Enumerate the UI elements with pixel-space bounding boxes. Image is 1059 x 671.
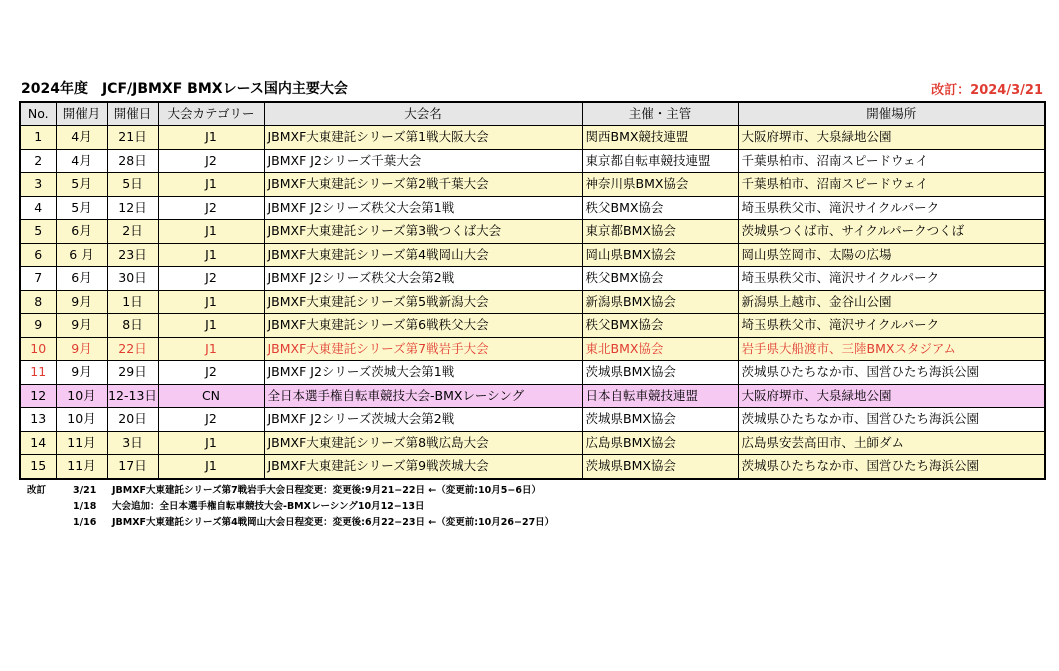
- cell-host: 東京都BMX協会: [582, 220, 738, 244]
- table-row: [20, 267, 1045, 291]
- schedule-table: [19, 101, 1046, 480]
- cell-month: 9月: [56, 337, 107, 361]
- table-row: [20, 149, 1045, 173]
- cell-event-name: JBMXF J2シリーズ秩父大会第2戦: [264, 267, 582, 291]
- cell-category: J1: [158, 337, 264, 361]
- cell-venue: 茨城県ひたちなか市、国営ひたち海浜公園: [738, 455, 1045, 479]
- cell-day: 30日: [107, 267, 158, 291]
- cell-venue: 茨城県つくば市、サイクルパークつくば: [738, 220, 1045, 244]
- col-header-event-name: 大会名: [264, 102, 582, 126]
- cell-day: 1日: [107, 290, 158, 314]
- cell-venue: 埼玉県秩父市、滝沢サイクルパーク: [738, 314, 1045, 338]
- cell-day: 29日: [107, 361, 158, 385]
- cell-host: 東北BMX協会: [582, 337, 738, 361]
- cell-day: 8日: [107, 314, 158, 338]
- cell-venue: 茨城県ひたちなか市、国営ひたち海浜公園: [738, 408, 1045, 432]
- table-row: [20, 290, 1045, 314]
- cell-host: 秩父BMX協会: [582, 196, 738, 220]
- col-header-category: 大会カテゴリー: [158, 102, 264, 126]
- table-row: [20, 126, 1045, 150]
- revision-note-date: 3/21: [73, 485, 97, 496]
- cell-venue: 大阪府堺市、大泉緑地公園: [738, 384, 1045, 408]
- cell-host: 広島県BMX協会: [582, 431, 738, 455]
- table-row: [20, 384, 1045, 408]
- cell-host: 岡山県BMX協会: [582, 243, 738, 267]
- cell-category: J1: [158, 220, 264, 244]
- cell-venue: 新潟県上越市、金谷山公園: [738, 290, 1045, 314]
- table-row: [20, 220, 1045, 244]
- cell-venue: 岩手県大船渡市、三陸BMXスタジアム: [738, 337, 1045, 361]
- col-header-venue: 開催場所: [738, 102, 1045, 126]
- revision-notes-label: 改訂: [27, 485, 47, 496]
- cell-day: 17日: [107, 455, 158, 479]
- cell-event-name: JBMXF大東建託シリーズ第8戦広島大会: [264, 431, 582, 455]
- cell-day: 23日: [107, 243, 158, 267]
- cell-event-name: JBMXF大東建託シリーズ第7戦岩手大会: [264, 337, 582, 361]
- cell-host: 秩父BMX協会: [582, 267, 738, 291]
- cell-category: CN: [158, 384, 264, 408]
- table-row: [20, 337, 1045, 361]
- cell-host: 日本自転車競技連盟: [582, 384, 738, 408]
- cell-host: 茨城県BMX協会: [582, 408, 738, 432]
- cell-event-name: JBMXF J2シリーズ茨城大会第2戦: [264, 408, 582, 432]
- table-row: [20, 431, 1045, 455]
- table-row: [20, 196, 1045, 220]
- cell-category: J2: [158, 408, 264, 432]
- cell-day: 3日: [107, 431, 158, 455]
- cell-event-name: JBMXF J2シリーズ千葉大会: [264, 149, 582, 173]
- cell-category: J2: [158, 361, 264, 385]
- cell-event-name: JBMXF大東建託シリーズ第4戦岡山大会: [264, 243, 582, 267]
- cell-event-name: JBMXF大東建託シリーズ第1戦大阪大会: [264, 126, 582, 150]
- cell-category: J1: [158, 173, 264, 197]
- table-row: [20, 361, 1045, 385]
- cell-day: 12-13日: [107, 384, 158, 408]
- cell-month: 10月: [56, 408, 107, 432]
- cell-month: 11月: [56, 455, 107, 479]
- cell-month: 4月: [56, 149, 107, 173]
- cell-no: 15: [20, 455, 56, 479]
- cell-event-name: JBMXF大東建託シリーズ第2戦千葉大会: [264, 173, 582, 197]
- cell-category: J2: [158, 149, 264, 173]
- cell-no: 9: [20, 314, 56, 338]
- table-row: [20, 173, 1045, 197]
- cell-venue: 大阪府堺市、大泉緑地公園: [738, 126, 1045, 150]
- cell-day: 2日: [107, 220, 158, 244]
- cell-event-name: JBMXF J2シリーズ秩父大会第1戦: [264, 196, 582, 220]
- cell-no: 6: [20, 243, 56, 267]
- col-header-month: 開催月: [56, 102, 107, 126]
- cell-venue: 岡山県笠岡市、太陽の広場: [738, 243, 1045, 267]
- cell-day: 12日: [107, 196, 158, 220]
- cell-no: 2: [20, 149, 56, 173]
- cell-month: 9月: [56, 290, 107, 314]
- cell-no: 7: [20, 267, 56, 291]
- cell-category: J2: [158, 267, 264, 291]
- cell-host: 関西BMX競技連盟: [582, 126, 738, 150]
- cell-month: 5月: [56, 196, 107, 220]
- table-row: [20, 408, 1045, 432]
- cell-month: 6月: [56, 267, 107, 291]
- revision-note-text: JBMXF大東建託シリーズ第7戦岩手大会日程変更：変更後:9月21−22日 ←（変更前:10月5−6日）: [112, 485, 541, 496]
- cell-category: J1: [158, 455, 264, 479]
- cell-day: 28日: [107, 149, 158, 173]
- revision-note-text: JBMXF大東建託シリーズ第4戦岡山大会日程変更：変更後:6月22−23日 ←（変更前:10月26−27日）: [112, 517, 555, 528]
- cell-day: 20日: [107, 408, 158, 432]
- cell-month: 6 月: [56, 243, 107, 267]
- cell-event-name: JBMXF大東建託シリーズ第5戦新潟大会: [264, 290, 582, 314]
- cell-month: 11月: [56, 431, 107, 455]
- table-row: [20, 243, 1045, 267]
- cell-venue: 千葉県柏市、沼南スピードウェイ: [738, 149, 1045, 173]
- cell-venue: 埼玉県秩父市、滝沢サイクルパーク: [738, 267, 1045, 291]
- cell-no: 12: [20, 384, 56, 408]
- cell-no: 4: [20, 196, 56, 220]
- cell-no: 3: [20, 173, 56, 197]
- table-header-row: [20, 102, 1045, 126]
- cell-day: 22日: [107, 337, 158, 361]
- cell-venue: 千葉県柏市、沼南スピードウェイ: [738, 173, 1045, 197]
- cell-category: J2: [158, 196, 264, 220]
- cell-month: 9月: [56, 361, 107, 385]
- col-header-no: No.: [20, 102, 56, 126]
- cell-host: 茨城県BMX協会: [582, 455, 738, 479]
- cell-no: 10: [20, 337, 56, 361]
- cell-no: 14: [20, 431, 56, 455]
- cell-category: J1: [158, 243, 264, 267]
- cell-month: 9月: [56, 314, 107, 338]
- revision-date: 改訂：2024/3/21: [931, 83, 1043, 98]
- cell-host: 茨城県BMX協会: [582, 361, 738, 385]
- cell-category: J1: [158, 431, 264, 455]
- cell-month: 5月: [56, 173, 107, 197]
- table-row: [20, 314, 1045, 338]
- col-header-host: 主催・主管: [582, 102, 738, 126]
- cell-category: J1: [158, 126, 264, 150]
- cell-venue: 埼玉県秩父市、滝沢サイクルパーク: [738, 196, 1045, 220]
- revision-note-text: 大会追加：全日本選手権自転車競技大会-BMXレーシング10月12−13日: [112, 501, 425, 512]
- cell-month: 6月: [56, 220, 107, 244]
- cell-host: 秩父BMX協会: [582, 314, 738, 338]
- cell-month: 10月: [56, 384, 107, 408]
- cell-event-name: JBMXF J2シリーズ茨城大会第1戦: [264, 361, 582, 385]
- cell-no: 8: [20, 290, 56, 314]
- cell-no: 5: [20, 220, 56, 244]
- page-title: 2024年度 JCF/JBMXF BMXレース国内主要大会: [21, 81, 348, 97]
- table-row: [20, 455, 1045, 479]
- cell-month: 4月: [56, 126, 107, 150]
- cell-no: 13: [20, 408, 56, 432]
- col-header-day: 開催日: [107, 102, 158, 126]
- cell-event-name: 全日本選手権自転車競技大会-BMXレーシング: [264, 384, 582, 408]
- cell-venue: 広島県安芸高田市、土師ダム: [738, 431, 1045, 455]
- revision-note-date: 1/16: [73, 517, 97, 528]
- cell-no: 1: [20, 126, 56, 150]
- cell-event-name: JBMXF大東建託シリーズ第6戦秩父大会: [264, 314, 582, 338]
- cell-host: 東京都自転車競技連盟: [582, 149, 738, 173]
- cell-day: 5日: [107, 173, 158, 197]
- cell-category: J1: [158, 290, 264, 314]
- cell-event-name: JBMXF大東建託シリーズ第3戦つくば大会: [264, 220, 582, 244]
- cell-category: J1: [158, 314, 264, 338]
- revision-note-date: 1/18: [73, 501, 97, 512]
- cell-host: 新潟県BMX協会: [582, 290, 738, 314]
- cell-no: 11: [20, 361, 56, 385]
- cell-host: 神奈川県BMX協会: [582, 173, 738, 197]
- cell-day: 21日: [107, 126, 158, 150]
- cell-event-name: JBMXF大東建託シリーズ第9戦茨城大会: [264, 455, 582, 479]
- cell-venue: 茨城県ひたちなか市、国営ひたち海浜公園: [738, 361, 1045, 385]
